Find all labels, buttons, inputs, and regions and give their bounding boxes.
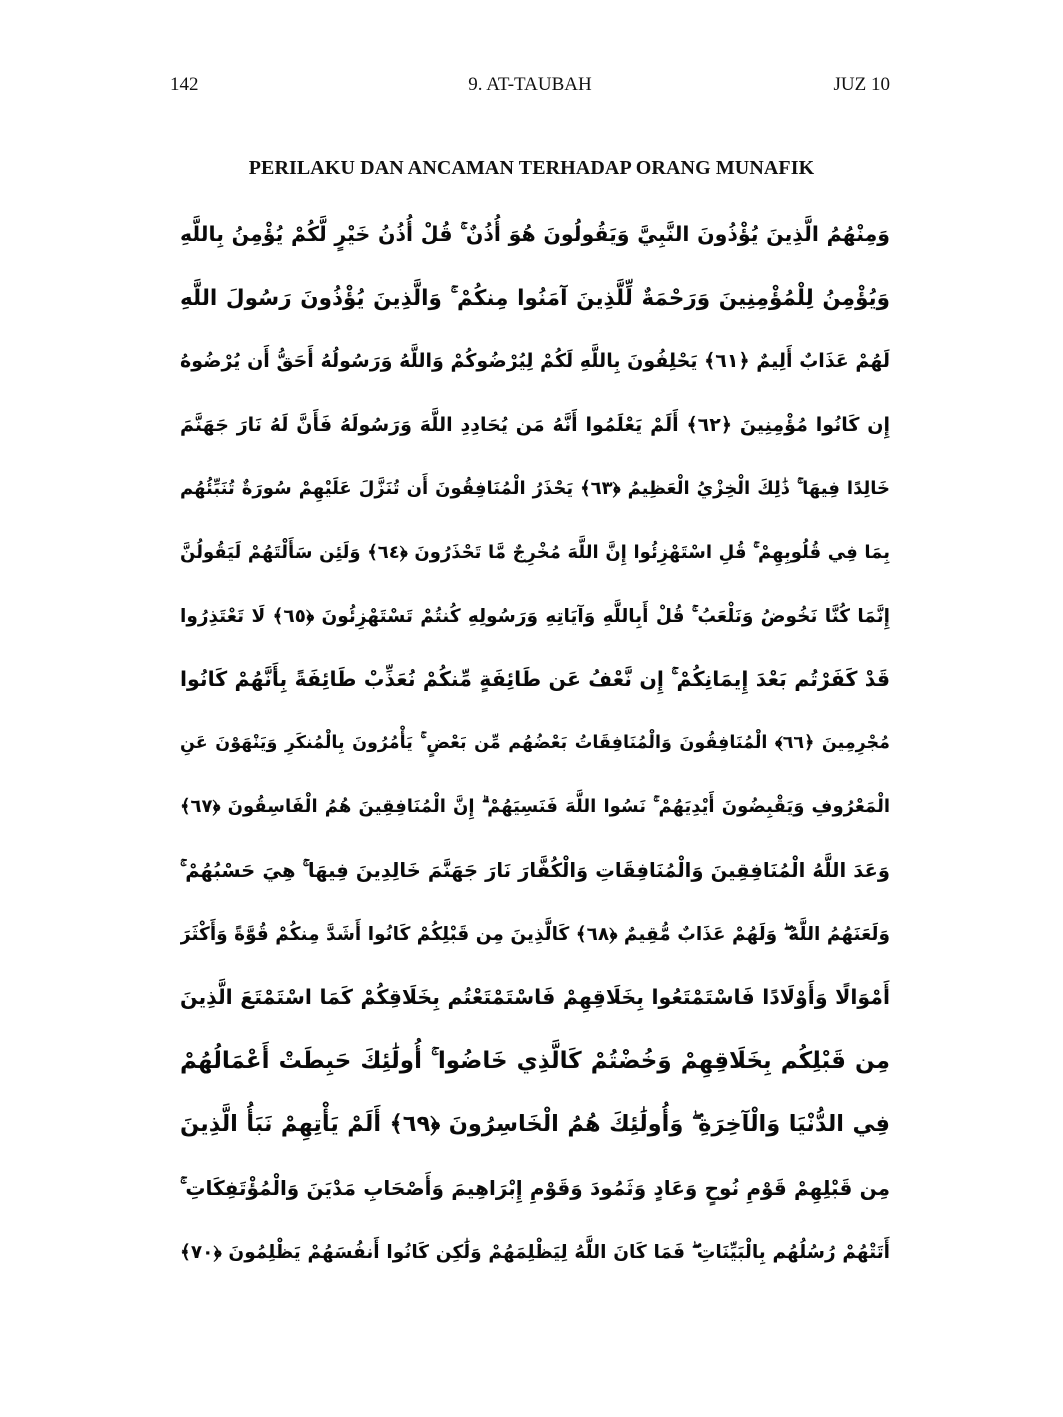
juz-label: JUZ 10 xyxy=(833,74,890,95)
arabic-verse-line: وَمِنْهُمُ الَّذِينَ يُؤْذُونَ النَّبِيَّ وَيَقُولُونَ هُوَ أُذُنٌ ۚ قُلْ أُذُنُ خَيْرٍ لَّكُمْ يُؤْمِنُ بِاللَّهِ xyxy=(180,222,890,246)
arabic-verse-line: الْمَعْرُوفِ وَيَقْبِضُونَ أَيْدِيَهُمْ ۚ نَسُوا اللَّهَ فَنَسِيَهُمْ ۗ إِنَّ الْمُنَافِقِينَ هُمُ الْفَاسِقُونَ ﴿٦٧﴾ xyxy=(180,796,890,818)
page-header xyxy=(170,74,890,104)
section-title: PERILAKU DAN ANCAMAN TERHADAP ORANG MUNAFIK xyxy=(248,157,815,179)
arabic-verse-line: وَيُؤْمِنُ لِلْمُؤْمِنِينَ وَرَحْمَةٌ لِّلَّذِينَ آمَنُوا مِنكُمْ ۚ وَالَّذِينَ يُؤْذُونَ رَسُولَ اللَّهِ xyxy=(180,285,890,311)
arabic-verse-line: وَلَعَنَهُمُ اللَّهُ ۖ وَلَهُمْ عَذَابٌ مُّقِيمٌ ﴿٦٨﴾ كَالَّذِينَ مِن قَبْلِكُمْ كَانُوا أَشَدَّ مِنكُمْ قُوَّةً وَأَكْثَرَ xyxy=(180,923,890,945)
arabic-verse-line: فِي الدُّنْيَا وَالْآخِرَةِ ۖ وَأُولَٰئِكَ هُمُ الْخَاسِرُونَ ﴿٦٩﴾ أَلَمْ يَأْتِهِمْ نَبَأُ الَّذِينَ xyxy=(180,1111,890,1138)
arabic-verse-line: مُجْرِمِينَ ﴿٦٦﴾ الْمُنَافِقُونَ وَالْمُنَافِقَاتُ بَعْضُهُم مِّن بَعْضٍ ۚ يَأْمُرُونَ بِالْمُنكَرِ وَيَنْهَوْنَ عَنِ xyxy=(180,732,890,753)
arabic-verse-line: إِن كَانُوا مُؤْمِنِينَ ﴿٦٢﴾ أَلَمْ يَعْلَمُوا أَنَّهُ مَن يُحَادِدِ اللَّهَ وَرَسُولَهُ فَأَنَّ لَهُ نَارَ جَهَنَّمَ xyxy=(180,413,890,436)
page-number: 142 xyxy=(170,74,199,95)
arabic-verse-line: قَدْ كَفَرْتُم بَعْدَ إِيمَانِكُمْ ۚ إِن نَّعْفُ عَن طَائِفَةٍ مِّنكُمْ نُعَذِّبْ طَائِفَةً بِأَنَّهُمْ كَانُوا xyxy=(180,667,890,692)
arabic-verse-block xyxy=(180,203,890,1263)
arabic-verse-line: إِنَّمَا كُنَّا نَخُوضُ وَنَلْعَبُ ۚ قُلْ أَبِاللَّهِ وَآيَاتِهِ وَرَسُولِهِ كُنتُمْ تَسْتَهْزِئُونَ ﴿٦٥﴾ لَا تَعْتَذِرُوا xyxy=(180,605,890,627)
arabic-verse-line: مِن قَبْلِهِمْ قَوْمِ نُوحٍ وَعَادٍ وَثَمُودَ وَقَوْمِ إِبْرَاهِيمَ وَأَصْحَابِ مَدْيَنَ وَالْمُؤْتَفِكَاتِ ۚ xyxy=(180,1175,890,1200)
arabic-verse-line: أَتَتْهُمْ رُسُلُهُم بِالْبَيِّنَاتِ ۖ فَمَا كَانَ اللَّهُ لِيَظْلِمَهُمْ وَلَٰكِن كَانُوا أَنفُسَهُمْ يَظْلِمُونَ ﴿٧٠﴾ xyxy=(180,1241,890,1263)
arabic-verse-line: أَمْوَالًا وَأَوْلَادًا فَاسْتَمْتَعُوا بِخَلَاقِهِمْ فَاسْتَمْتَعْتُم بِخَلَاقِكُمْ كَمَا اسْتَمْتَعَ الَّذِينَ xyxy=(180,985,890,1010)
surah-name: 9. AT-TAUBAH xyxy=(468,74,592,95)
arabic-verse-line: لَهُمْ عَذَابٌ أَلِيمٌ ﴿٦١﴾ يَحْلِفُونَ بِاللَّهِ لَكُمْ لِيُرْضُوكُمْ وَاللَّهُ وَرَسُولُهُ أَحَقُّ أَن يُرْضُوهُ xyxy=(180,350,890,373)
arabic-verse-line: مِن قَبْلِكُم بِخَلَاقِهِمْ وَخُضْتُمْ كَالَّذِي خَاضُوا ۚ أُولَٰئِكَ حَبِطَتْ أَعْمَالُهُمْ xyxy=(180,1047,890,1074)
arabic-verse-line: خَالِدًا فِيهَا ۚ ذَٰلِكَ الْخِزْيُ الْعَظِيمُ ﴿٦٣﴾ يَحْذَرُ الْمُنَافِقُونَ أَن تُنَزَّلَ عَلَيْهِمْ سُورَةٌ تُنَبِّئُهُم xyxy=(180,478,890,500)
arabic-verse-line: وَعَدَ اللَّهُ الْمُنَافِقِينَ وَالْمُنَافِقَاتِ وَالْكُفَّارَ نَارَ جَهَنَّمَ خَالِدِينَ فِيهَا ۚ هِيَ حَسْبُهُمْ ۚ xyxy=(180,858,890,882)
arabic-verse-line: بِمَا فِي قُلُوبِهِمْ ۚ قُلِ اسْتَهْزِئُوا إِنَّ اللَّهَ مُخْرِجٌ مَّا تَحْذَرُونَ ﴿٦٤﴾ وَلَئِن سَأَلْتَهُمْ لَيَقُولُنَّ xyxy=(180,541,890,563)
